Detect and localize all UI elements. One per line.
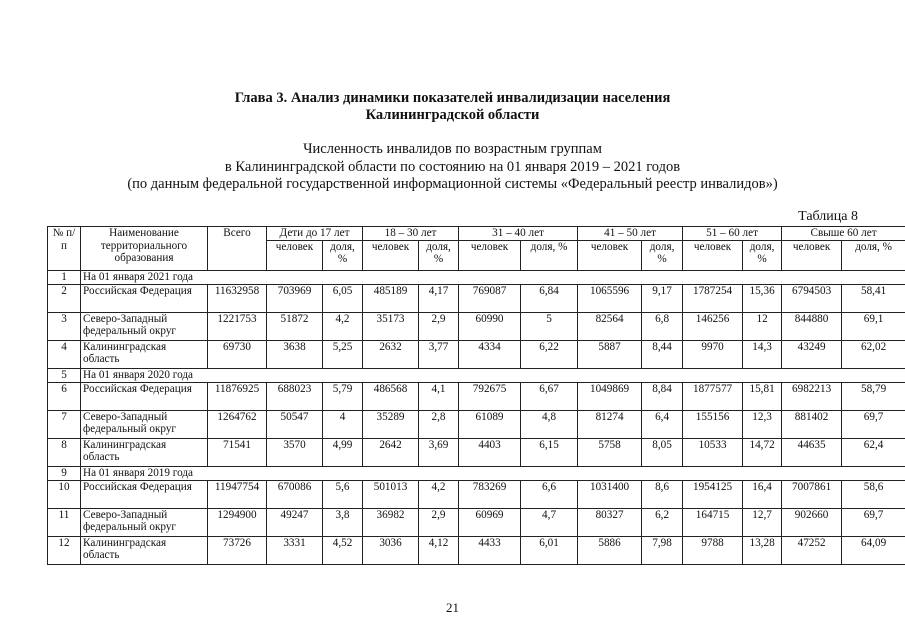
share-cell: 12,7 <box>743 508 782 536</box>
share-cell: 6,84 <box>521 284 578 312</box>
section-label: На 01 января 2020 года <box>81 368 905 382</box>
total-cell: 1264762 <box>208 410 267 438</box>
table-row <box>48 410 905 438</box>
share-cell: 6,15 <box>521 438 578 466</box>
share-cell: 9,17 <box>642 284 683 312</box>
people-cell: 60969 <box>459 508 521 536</box>
people-cell: 1877577 <box>683 382 743 410</box>
share-cell: 6,01 <box>521 536 578 564</box>
share-cell: 4,7 <box>521 508 578 536</box>
row-number: 11 <box>48 508 81 536</box>
share-cell: 5 <box>521 312 578 340</box>
share-cell: 4,1 <box>419 382 459 410</box>
header-share: доля, % <box>642 240 683 270</box>
total-cell: 69730 <box>208 340 267 368</box>
people-cell: 902660 <box>782 508 842 536</box>
row-number: 4 <box>48 340 81 368</box>
share-cell: 64,09 <box>842 536 905 564</box>
people-cell: 4433 <box>459 536 521 564</box>
share-cell: 4,17 <box>419 284 459 312</box>
chapter-title <box>0 90 905 124</box>
people-cell: 49247 <box>267 508 323 536</box>
total-cell: 11947754 <box>208 480 267 508</box>
total-cell: 71541 <box>208 438 267 466</box>
row-number: 1 <box>48 270 81 284</box>
header-share: доля, % <box>323 240 363 270</box>
share-cell: 4,99 <box>323 438 363 466</box>
share-cell: 5,6 <box>323 480 363 508</box>
people-cell: 6982213 <box>782 382 842 410</box>
territory-name: Российская Федерация <box>81 284 208 312</box>
table-caption <box>0 141 905 194</box>
people-cell: 783269 <box>459 480 521 508</box>
total-cell: 1221753 <box>208 312 267 340</box>
people-cell: 688023 <box>267 382 323 410</box>
people-cell: 35289 <box>363 410 419 438</box>
header-group-41-50: 41 – 50 лет <box>578 227 683 241</box>
people-cell: 2632 <box>363 340 419 368</box>
share-cell: 2,9 <box>419 312 459 340</box>
people-cell: 81274 <box>578 410 642 438</box>
share-cell: 16,4 <box>743 480 782 508</box>
share-cell: 7,98 <box>642 536 683 564</box>
share-cell: 2,8 <box>419 410 459 438</box>
people-cell: 80327 <box>578 508 642 536</box>
table-row <box>48 382 905 410</box>
share-cell: 12,3 <box>743 410 782 438</box>
row-number: 5 <box>48 368 81 382</box>
table-number-label: Таблица 8 <box>798 209 858 224</box>
territory-name: Северо-Западный федеральный округ <box>81 410 208 438</box>
people-cell: 146256 <box>683 312 743 340</box>
people-cell: 6794503 <box>782 284 842 312</box>
header-group-18-30: 18 – 30 лет <box>363 227 459 241</box>
people-cell: 3570 <box>267 438 323 466</box>
people-cell: 486568 <box>363 382 419 410</box>
header-people: человек <box>363 240 419 270</box>
people-cell: 2642 <box>363 438 419 466</box>
people-cell: 10533 <box>683 438 743 466</box>
people-cell: 164715 <box>683 508 743 536</box>
people-cell: 485189 <box>363 284 419 312</box>
people-cell: 5758 <box>578 438 642 466</box>
share-cell: 62,02 <box>842 340 905 368</box>
people-cell: 4334 <box>459 340 521 368</box>
people-cell: 7007861 <box>782 480 842 508</box>
chapter-title-line-2: Калининградской области <box>365 107 540 123</box>
section-label: На 01 января 2021 года <box>81 270 905 284</box>
table-row <box>48 438 905 466</box>
header-row-groups <box>48 227 905 241</box>
share-cell: 5,25 <box>323 340 363 368</box>
caption-line-3: (по данным федеральной государственной информационной системы «Федеральный реестр инвалидов») <box>127 176 778 192</box>
table-row <box>48 312 905 340</box>
share-cell: 69,7 <box>842 508 905 536</box>
people-cell: 36982 <box>363 508 419 536</box>
territory-name: Северо-Западный федеральный округ <box>81 312 208 340</box>
total-cell: 1294900 <box>208 508 267 536</box>
row-number: 6 <box>48 382 81 410</box>
territory-name: Калининградская область <box>81 536 208 564</box>
people-cell: 43249 <box>782 340 842 368</box>
share-cell: 6,4 <box>642 410 683 438</box>
header-group-31-40: 31 – 40 лет <box>459 227 578 241</box>
share-cell: 4,2 <box>323 312 363 340</box>
chapter-title-line-1: Глава 3. Анализ динамики показателей инвалидизации населения <box>234 90 671 106</box>
share-cell: 62,4 <box>842 438 905 466</box>
header-share: доля, % <box>842 240 905 270</box>
share-cell: 6,2 <box>642 508 683 536</box>
header-group-children: Дети до 17 лет <box>267 227 363 241</box>
people-cell: 3331 <box>267 536 323 564</box>
table-row <box>48 284 905 312</box>
share-cell: 58,6 <box>842 480 905 508</box>
table-row <box>48 536 905 564</box>
territory-name: Калининградская область <box>81 438 208 466</box>
share-cell: 5,79 <box>323 382 363 410</box>
people-cell: 5887 <box>578 340 642 368</box>
people-cell: 703969 <box>267 284 323 312</box>
people-cell: 844880 <box>782 312 842 340</box>
row-number: 9 <box>48 466 81 480</box>
row-number: 3 <box>48 312 81 340</box>
share-cell: 3,77 <box>419 340 459 368</box>
people-cell: 1954125 <box>683 480 743 508</box>
header-people: человек <box>578 240 642 270</box>
total-cell: 73726 <box>208 536 267 564</box>
share-cell: 8,44 <box>642 340 683 368</box>
share-cell: 6,8 <box>642 312 683 340</box>
share-cell: 6,05 <box>323 284 363 312</box>
share-cell: 13,28 <box>743 536 782 564</box>
share-cell: 3,8 <box>323 508 363 536</box>
header-group-51-60: 51 – 60 лет <box>683 227 782 241</box>
row-number: 8 <box>48 438 81 466</box>
people-cell: 82564 <box>578 312 642 340</box>
people-cell: 44635 <box>782 438 842 466</box>
section-row <box>48 466 905 480</box>
row-number: 7 <box>48 410 81 438</box>
header-share: доля, % <box>743 240 782 270</box>
share-cell: 15,81 <box>743 382 782 410</box>
people-cell: 1031400 <box>578 480 642 508</box>
row-number: 10 <box>48 480 81 508</box>
people-cell: 51872 <box>267 312 323 340</box>
header-people: человек <box>267 240 323 270</box>
header-name: Наименование территориального образования <box>81 227 208 271</box>
share-cell: 12 <box>743 312 782 340</box>
people-cell: 881402 <box>782 410 842 438</box>
header-share: доля, % <box>419 240 459 270</box>
total-cell: 11632958 <box>208 284 267 312</box>
header-people: человек <box>459 240 521 270</box>
table-body <box>48 270 905 564</box>
total-cell: 11876925 <box>208 382 267 410</box>
share-cell: 6,6 <box>521 480 578 508</box>
people-cell: 501013 <box>363 480 419 508</box>
people-cell: 60990 <box>459 312 521 340</box>
people-cell: 769087 <box>459 284 521 312</box>
people-cell: 9970 <box>683 340 743 368</box>
disability-age-table <box>47 226 905 565</box>
people-cell: 1787254 <box>683 284 743 312</box>
page-number: 21 <box>446 600 459 615</box>
people-cell: 4403 <box>459 438 521 466</box>
share-cell: 3,69 <box>419 438 459 466</box>
header-group-over-60: Свыше 60 лет <box>782 227 905 241</box>
table-row <box>48 508 905 536</box>
share-cell: 4,2 <box>419 480 459 508</box>
people-cell: 35173 <box>363 312 419 340</box>
share-cell: 69,7 <box>842 410 905 438</box>
share-cell: 14,72 <box>743 438 782 466</box>
share-cell: 2,9 <box>419 508 459 536</box>
row-number: 2 <box>48 284 81 312</box>
people-cell: 5886 <box>578 536 642 564</box>
share-cell: 58,41 <box>842 284 905 312</box>
share-cell: 6,67 <box>521 382 578 410</box>
share-cell: 15,36 <box>743 284 782 312</box>
people-cell: 1065596 <box>578 284 642 312</box>
header-num: № п/п <box>48 227 81 271</box>
share-cell: 4,8 <box>521 410 578 438</box>
section-row <box>48 270 905 284</box>
people-cell: 1049869 <box>578 382 642 410</box>
header-people: человек <box>782 240 842 270</box>
people-cell: 50547 <box>267 410 323 438</box>
share-cell: 58,79 <box>842 382 905 410</box>
territory-name: Калининградская область <box>81 340 208 368</box>
section-label: На 01 января 2019 года <box>81 466 905 480</box>
share-cell: 69,1 <box>842 312 905 340</box>
table-row <box>48 340 905 368</box>
share-cell: 8,05 <box>642 438 683 466</box>
territory-name: Российская Федерация <box>81 382 208 410</box>
territory-name: Северо-Западный федеральный округ <box>81 508 208 536</box>
table-row <box>48 480 905 508</box>
people-cell: 61089 <box>459 410 521 438</box>
share-cell: 14,3 <box>743 340 782 368</box>
caption-line-1: Численность инвалидов по возрастным группам <box>303 141 602 157</box>
people-cell: 670086 <box>267 480 323 508</box>
people-cell: 47252 <box>782 536 842 564</box>
header-share: доля, % <box>521 240 578 270</box>
section-row <box>48 368 905 382</box>
row-number: 12 <box>48 536 81 564</box>
territory-name: Российская Федерация <box>81 480 208 508</box>
share-cell: 4 <box>323 410 363 438</box>
share-cell: 6,22 <box>521 340 578 368</box>
share-cell: 4,52 <box>323 536 363 564</box>
share-cell: 8,84 <box>642 382 683 410</box>
people-cell: 3036 <box>363 536 419 564</box>
caption-line-2: в Калининградской области по состоянию на 01 января 2019 – 2021 годов <box>224 158 681 175</box>
people-cell: 3638 <box>267 340 323 368</box>
share-cell: 4,12 <box>419 536 459 564</box>
people-cell: 9788 <box>683 536 743 564</box>
header-people: человек <box>683 240 743 270</box>
people-cell: 792675 <box>459 382 521 410</box>
header-total: Всего <box>208 227 267 271</box>
people-cell: 155156 <box>683 410 743 438</box>
share-cell: 8,6 <box>642 480 683 508</box>
